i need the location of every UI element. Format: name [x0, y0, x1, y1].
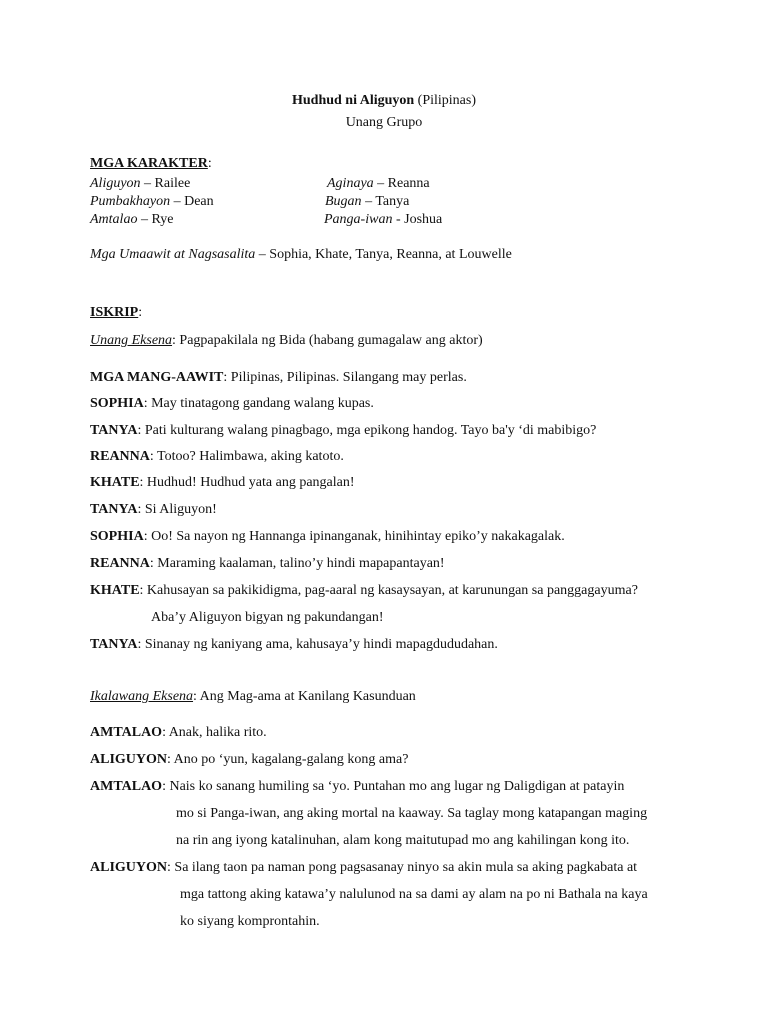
- character-row: [327, 176, 430, 192]
- dialogue-text: : Hudhud! Hudhud yata ang pangalan!: [139, 475, 355, 490]
- dialogue-continuation: mga tattong aking katawa’y nalulunod na sa dami ay alam na po ni Bathala na kaya: [180, 887, 648, 902]
- dialogue-line: [90, 725, 267, 741]
- characters-heading: MGA KARAKTER:: [90, 156, 212, 171]
- speaker: SOPHIA: [90, 396, 144, 411]
- dialogue-continuation: mo si Panga-iwan, ang aking mortal na kaaway. Sa taglay mong katapangan maging: [176, 806, 648, 821]
- speaker: KHATE: [90, 583, 140, 598]
- dialogue-line: [90, 529, 565, 545]
- character-row: [90, 212, 173, 228]
- character-sep: –: [173, 194, 181, 209]
- character-actor: Tanya: [375, 194, 410, 209]
- speaker: MGA MANG-AAWIT: [90, 370, 224, 385]
- scene-label: Ikalawang Eksena: [90, 689, 194, 704]
- dialogue-text: : Maraming kaalaman, talino’y hindi mapapantayan!: [149, 556, 445, 571]
- speaker: REANNA: [90, 556, 150, 571]
- character-sep: –: [140, 212, 148, 227]
- scene-heading: [90, 689, 416, 705]
- dialogue-line: [90, 637, 498, 653]
- character-role: Panga-iwan: [324, 212, 393, 227]
- character-role: Aginaya: [327, 176, 374, 191]
- character-sep: –: [377, 176, 385, 191]
- dialogue-text: : Pilipinas, Pilipinas. Silangang may perlas.: [223, 370, 467, 385]
- dialogue-continuation: ko siyang komprontahin.: [180, 914, 320, 929]
- speaker: ALIGUYON: [90, 752, 168, 767]
- dialogue-continuation: na rin ang iyong katalinuhan, alam kong maitutupad mo ang kahilingan kong ito.: [176, 833, 630, 848]
- group-label: Unang Grupo: [345, 115, 423, 130]
- dialogue-line: [90, 556, 445, 572]
- dialogue-line: [90, 502, 217, 518]
- character-sep: –: [365, 194, 373, 209]
- character-actor: Joshua: [404, 212, 443, 227]
- character-sep: -: [395, 212, 401, 227]
- scene-title: : Ang Mag-ama at Kanilang Kasunduan: [193, 689, 416, 704]
- dialogue-text: : Ano po ‘yun, kagalang-galang kong ama?: [167, 752, 409, 767]
- dialogue-text: : Sinanay ng kaniyang ama, kahusaya’y hindi mapagdududahan.: [137, 637, 498, 652]
- dialogue-line: [90, 449, 344, 465]
- speaker: TANYA: [90, 637, 138, 652]
- dialogue-line: [90, 752, 408, 768]
- dialogue-text: : Totoo? Halimbawa, aking katoto.: [149, 449, 344, 464]
- speaker: TANYA: [90, 502, 138, 517]
- dialogue-text: : Anak, halika rito.: [162, 725, 267, 740]
- character-actor: Reanna: [387, 176, 430, 191]
- character-role: Bugan: [325, 194, 362, 209]
- character-actor: Dean: [184, 194, 214, 209]
- document-title: [0, 93, 768, 109]
- dialogue-text: : Kahusayan sa pakikidigma, pag-aaral ng kasaysayan, at karunungan sa panggagayuma?: [139, 583, 638, 598]
- speaker: SOPHIA: [90, 529, 144, 544]
- speaker: KHATE: [90, 475, 140, 490]
- dialogue-line: [90, 423, 596, 439]
- dialogue-text: : Sa ilang taon pa naman pong pagsasanay ninyo sa akin mula sa aking pagkabata at: [167, 860, 638, 875]
- dialogue-line: [90, 370, 467, 386]
- singers-names: – Sophia, Khate, Tanya, Reanna, at Louwelle: [258, 247, 512, 262]
- singers-line: [90, 247, 512, 263]
- character-row: [90, 194, 214, 210]
- characters-heading-text: MGA KARAKTER: [90, 156, 208, 171]
- speaker: REANNA: [90, 449, 150, 464]
- dialogue-text: : May tinatagong gandang walang kupas.: [143, 396, 374, 411]
- speaker: AMTALAO: [90, 725, 163, 740]
- dialogue-text: : Oo! Sa nayon ng Hannanga ipinanganak, hinihintay epiko’y nakakagalak.: [143, 529, 565, 544]
- character-actor: Rye: [151, 212, 174, 227]
- character-actor: Railee: [154, 176, 191, 191]
- scene-title: : Pagpapakilala ng Bida (habang gumagalaw ang aktor): [172, 333, 483, 348]
- dialogue-line: [90, 475, 355, 491]
- speaker: AMTALAO: [90, 779, 163, 794]
- title-origin: (Pilipinas): [417, 93, 477, 108]
- scene-heading: [90, 333, 483, 349]
- speaker: ALIGUYON: [90, 860, 168, 875]
- character-sep: –: [144, 176, 152, 191]
- character-role: Pumbakhayon: [90, 194, 171, 209]
- dialogue-line: [90, 860, 637, 876]
- title-text: Hudhud ni Aliguyon: [291, 93, 415, 108]
- scene-label: Unang Eksena: [90, 333, 173, 348]
- dialogue-line: [90, 583, 638, 599]
- singers-label: Mga Umaawit at Nagsasalita: [90, 247, 256, 262]
- dialogue-text: : Pati kulturang walang pinagbago, mga epikong handog. Tayo ba'y ‘di mabibigo?: [137, 423, 597, 438]
- dialogue-continuation: Aba’y Aliguyon bigyan ng pakundangan!: [151, 610, 384, 625]
- character-row: [324, 212, 442, 228]
- dialogue-text: : Nais ko sanang humiling sa ‘yo. Puntahan mo ang lugar ng Daligdigan at patayin: [162, 779, 625, 794]
- character-row: [90, 176, 190, 192]
- script-heading: ISKRIP:: [90, 305, 143, 320]
- dialogue-line: [90, 779, 624, 795]
- script-heading-text: ISKRIP: [90, 305, 139, 320]
- dialogue-text: : Si Aliguyon!: [137, 502, 217, 517]
- character-role: Aliguyon: [90, 176, 141, 191]
- character-row: [325, 194, 409, 210]
- character-role: Amtalao: [90, 212, 138, 227]
- speaker: TANYA: [90, 423, 138, 438]
- dialogue-line: [90, 396, 374, 412]
